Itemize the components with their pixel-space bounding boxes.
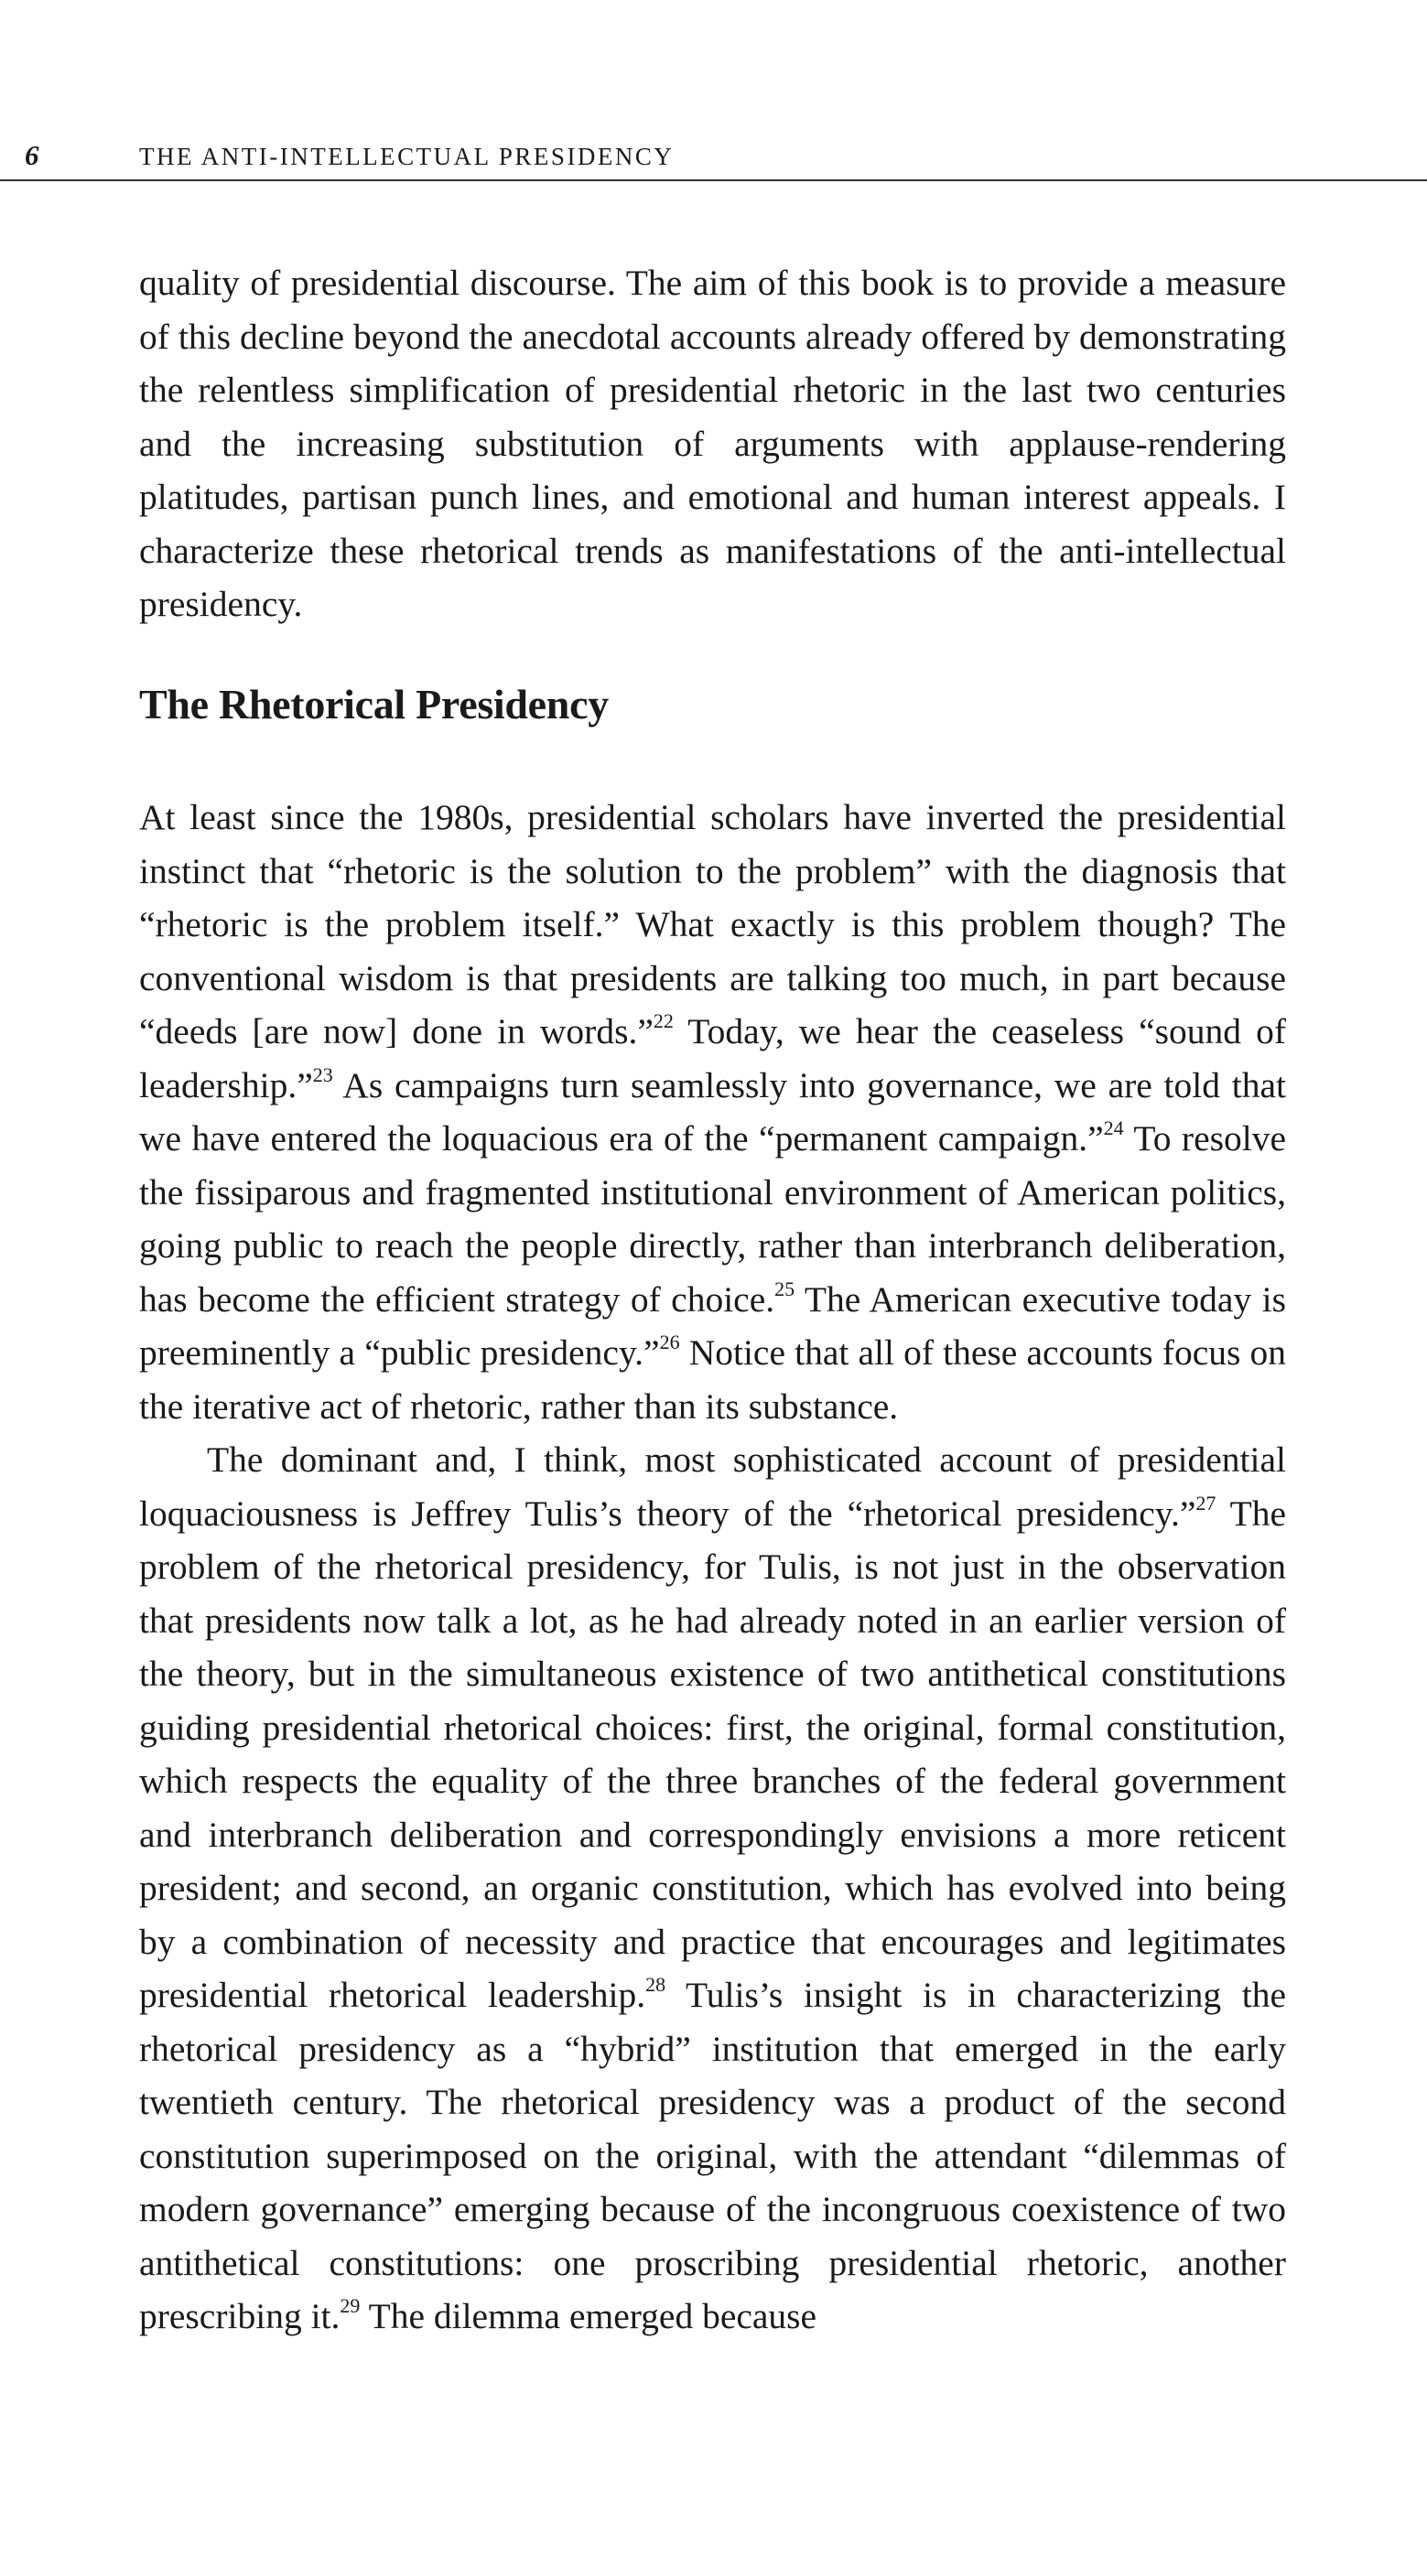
footnote-ref-26: 26 — [659, 1331, 680, 1353]
page-number: 6 — [25, 139, 39, 171]
footnote-ref-22: 22 — [653, 1009, 674, 1032]
footnote-ref-29: 29 — [340, 2294, 361, 2317]
paragraph-2-text-2: The problem of the rhetorical presidency, for Tulis, is not just in the observation that presidents now talk a lot, as he had already noted in an earlier version of the theory, but in the simultaneous existence of two antithetical constitutions guiding presidential rhetorical choices: first, the original, formal constitution, which respects the equality of the three branches of the federal government and interbranch deliberation and correspondingly envisions a more reticent president; and second, an organic constitution, which has evolved into being by a combination of necessity and practice that encourages and legitimates presidential rhetorical leadership. — [139, 1493, 1287, 2015]
paragraph-1-text-3: As campaigns turn seamlessly into governance, we are told that we have entered the loquacious era of the “permanent campaign.” — [139, 1064, 1286, 1159]
body-paragraph-2 — [139, 1433, 1286, 2344]
footnote-ref-25: 25 — [774, 1277, 795, 1300]
footnote-ref-27: 27 — [1195, 1491, 1216, 1514]
opening-text-block — [139, 256, 1286, 631]
paragraph-1-text-1: At least since the 1980s, presidential scholars have inverted the presidential instinct that “rhetoric is the solution to the problem” with the diagnosis that “rhetoric is the problem itself.” What exactly is this problem though? The conventional wisdom is that presidents are talking too much, in part because “deeds [are now] done in words.” — [139, 797, 1286, 1051]
section-heading: The Rhetorical Presidency — [139, 681, 609, 728]
paragraph-1-text-4: To resolve the fissiparous and fragmented institutional environment of American politics, going public to reach the people directly, rather than interbranch deliberation, has become the efficient strategy of choice. — [139, 1118, 1287, 1320]
opening-paragraph: quality of presidential discourse. The aim of this book is to provide a measure of this decline beyond the anecdotal accounts already offered by demonstrating the relentless simplification of presidential rhetoric in the last two centuries and the increasing substitution of arguments with applause-rendering platitudes, partisan punch lines, and emotional and human interest appeals. I characterize these rhetorical trends as manifestations of the anti-intellectual presidency. — [139, 263, 1286, 624]
paragraph-1-text-6: Notice that all of these accounts focus on the iterative act of rhetoric, rather than its substance. — [139, 1332, 1286, 1427]
paragraph-1-text-2: Today, we hear the ceaseless “sound of leadership.” — [139, 1011, 1287, 1105]
footnote-ref-28: 28 — [645, 1973, 666, 1996]
paragraph-1-text-5: The American executive today is preeminently a “public presidency.” — [139, 1278, 1286, 1373]
footnote-ref-24: 24 — [1103, 1116, 1124, 1139]
body-text-block — [139, 791, 1286, 2344]
body-paragraph-1 — [139, 791, 1286, 1433]
paragraph-2-text-1: The dominant and, I think, most sophisticated account of presidential loquaciousness is Jeffrey Tulis’s theory of the “rhetorical presidency.” — [139, 1439, 1286, 1534]
footnote-ref-23: 23 — [312, 1062, 333, 1086]
running-title: THE ANTI-INTELLECTUAL PRESIDENCY — [139, 143, 675, 170]
running-head — [0, 132, 1427, 181]
paragraph-2-text-3: Tulis’s insight is in characterizing the rhetorical presidency as a “hybrid” institution that emerged in the early twentieth century. The rhetorical presidency was a product of the second constitution superimposed on the original, with the attendant “dilemmas of modern governance” emerging because of the incongruous coexistence of two antithetical constitutions: one proscribing presidential rhetoric, another prescribing it. — [139, 1975, 1286, 2336]
paragraph-2-text-4: The dilemma emerged because — [360, 2296, 817, 2336]
